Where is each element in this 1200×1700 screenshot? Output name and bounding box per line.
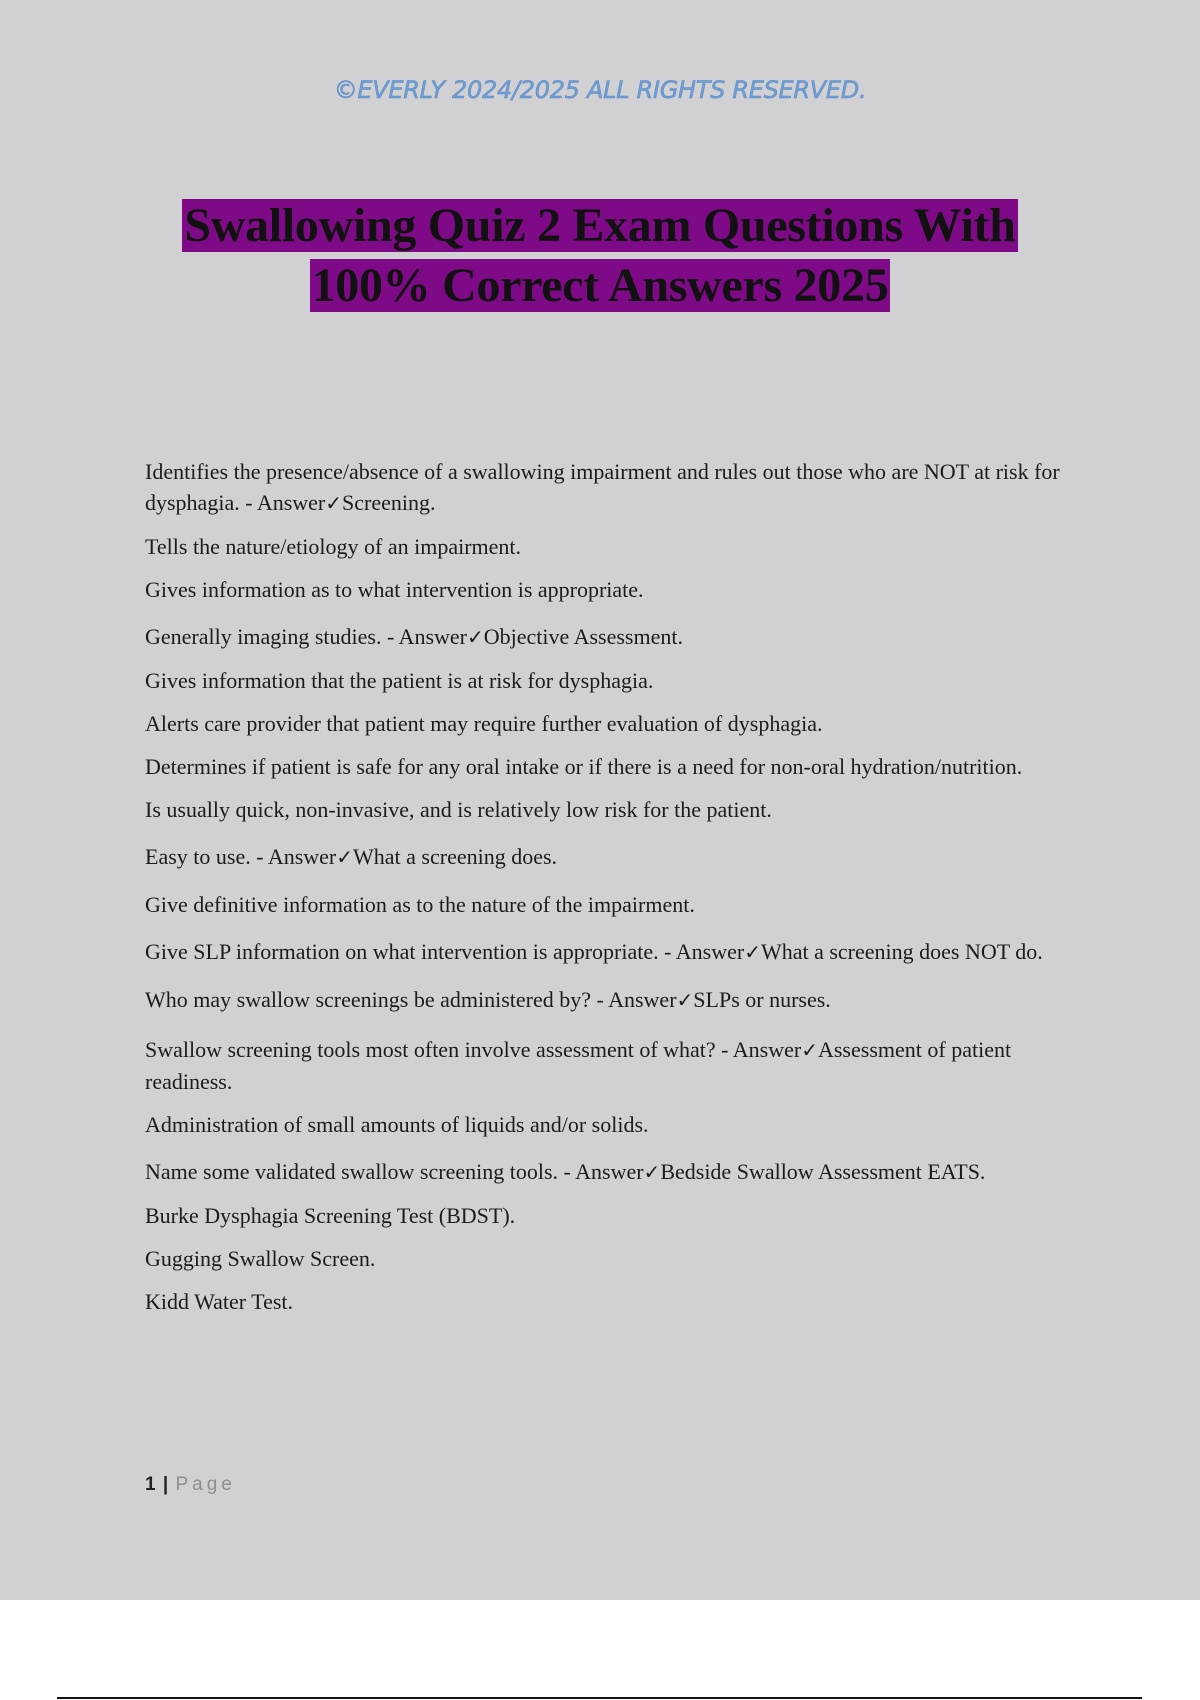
checkmark-icon: ✓ xyxy=(676,988,694,1012)
question-text: Easy to use. - Answer xyxy=(145,844,337,869)
qa-item xyxy=(145,936,1085,968)
question-text: Alerts care provider that patient may require further evaluation of dysphagia. xyxy=(145,711,823,736)
answer-text: Assessment of patient readiness. xyxy=(145,1037,1012,1094)
answer-text: Objective Assessment. xyxy=(483,624,683,649)
answer-text: What a screening does. xyxy=(353,844,558,869)
page-label: Page xyxy=(175,1474,236,1495)
question-text: Gives information as to what intervention is appropriate. xyxy=(145,577,644,602)
question-text: Burke Dysphagia Screening Test (BDST). xyxy=(145,1203,516,1228)
copyright-header: ©EVERLY 2024/2025 ALL RIGHTS RESERVED. xyxy=(333,76,867,104)
question-text: Give definitive information as to the nature of the impairment. xyxy=(145,892,695,917)
checkmark-icon: ✓ xyxy=(336,845,354,869)
page-footer xyxy=(145,1474,236,1496)
answer-text: SLPs or nurses. xyxy=(693,987,831,1012)
title-line-1: Swallowing Quiz 2 Exam Questions With xyxy=(184,199,1016,252)
qa-item xyxy=(145,794,1085,825)
qa-item xyxy=(145,456,1085,519)
question-text: Administration of small amounts of liquids and/or solids. xyxy=(145,1112,649,1137)
question-text: Who may swallow screenings be administered by? - Answer xyxy=(145,987,677,1012)
qa-item xyxy=(145,984,1085,1016)
title-line-2: 100% Correct Answers 2025 xyxy=(311,259,889,312)
page-number: 1 xyxy=(145,1474,157,1495)
question-text: Swallow screening tools most often involve assessment of what? - Answer xyxy=(145,1037,802,1062)
checkmark-icon: ✓ xyxy=(467,625,484,649)
document-title xyxy=(0,196,1200,316)
answer-text: Bedside Swallow Assessment EATS. xyxy=(660,1159,986,1184)
qa-item xyxy=(145,574,1085,605)
qa-item xyxy=(145,531,1085,562)
checkmark-icon: ✓ xyxy=(643,1160,661,1184)
qa-item xyxy=(145,841,1085,873)
checkmark-icon: ✓ xyxy=(801,1038,818,1062)
checkmark-icon: ✓ xyxy=(325,491,343,515)
page-separator: | xyxy=(162,1474,170,1495)
question-text: Generally imaging studies. - Answer xyxy=(145,624,467,649)
question-text: Kidd Water Test. xyxy=(145,1289,294,1314)
qa-item xyxy=(145,621,1085,653)
answer-text: What a screening does NOT do. xyxy=(760,939,1043,964)
question-text: Give SLP information on what intervention is appropriate. - Answer xyxy=(145,939,745,964)
question-text: Gugging Swallow Screen. xyxy=(145,1246,376,1271)
question-text: Is usually quick, non-invasive, and is relatively low risk for the patient. xyxy=(145,797,772,822)
bottom-divider xyxy=(57,1697,1142,1699)
question-text: Name some validated swallow screening tools. - Answer xyxy=(145,1159,644,1184)
qa-item xyxy=(145,1109,1085,1140)
qa-item xyxy=(145,1200,1085,1231)
question-text: Identifies the presence/absence of a swallowing impairment and rules out those who are NOT at risk for dysphagia. - Answer xyxy=(145,459,1060,515)
qa-item xyxy=(145,665,1085,696)
qa-item xyxy=(145,751,1085,782)
question-text: Gives information that the patient is at risk for dysphagia. xyxy=(145,668,654,693)
qa-item xyxy=(145,889,1085,920)
qa-item xyxy=(145,1243,1085,1274)
question-text: Tells the nature/etiology of an impairment. xyxy=(145,534,522,559)
checkmark-icon: ✓ xyxy=(744,940,761,964)
qa-item xyxy=(145,1034,1085,1097)
qa-item xyxy=(145,708,1085,739)
qa-content xyxy=(145,456,1085,1329)
question-text: Determines if patient is safe for any oral intake or if there is a need for non-oral hydration/nutrition. xyxy=(145,754,1023,779)
qa-item xyxy=(145,1286,1085,1317)
answer-text: Screening. xyxy=(342,490,436,515)
qa-item xyxy=(145,1156,1085,1188)
